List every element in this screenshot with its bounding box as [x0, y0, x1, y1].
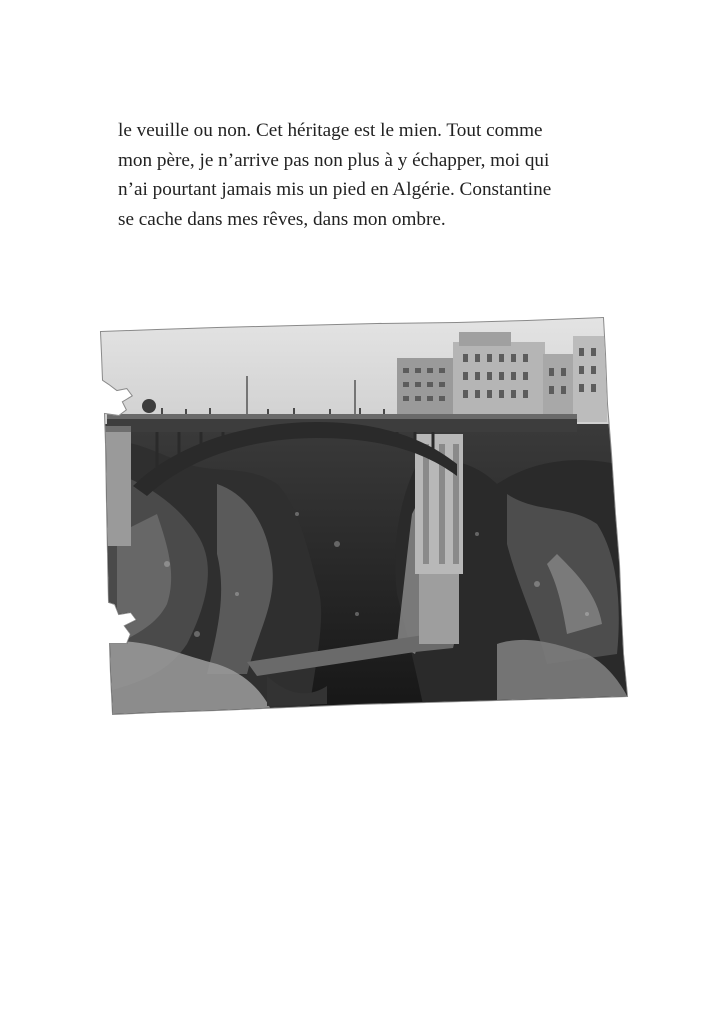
bridge-photo — [97, 314, 631, 716]
text-line: n’ai pourtant jamais mis un pied en Algérie. Constantine — [118, 179, 552, 200]
text-line: se cache dans mes rêves, dans mon ombre. — [118, 208, 446, 230]
bridge-photo-graphic — [97, 314, 631, 716]
body-paragraph — [118, 116, 608, 234]
text-line: le veuille ou non. Cet héritage est le mien. Tout comme — [118, 120, 543, 141]
text-line: mon père, je n’arrive pas non plus à y échapper, moi qui — [118, 149, 550, 171]
